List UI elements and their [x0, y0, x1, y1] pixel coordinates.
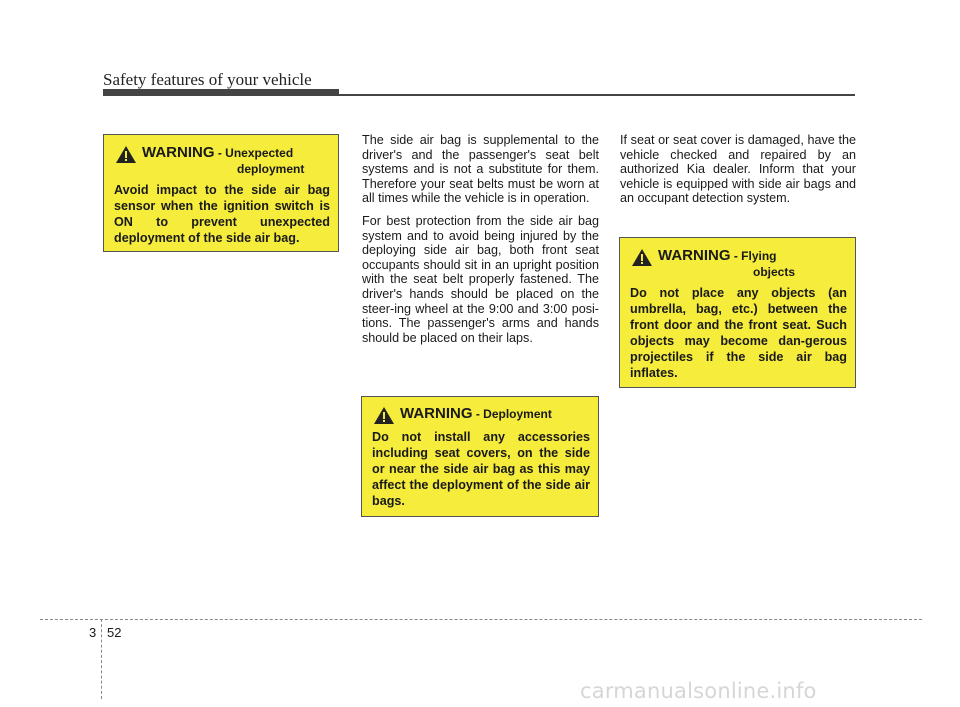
- warning-body: Avoid impact to the side air bag sensor when the ignition switch is ON to prevent unexpected deployment of the side air bag.: [114, 183, 330, 245]
- header-rule: [103, 94, 855, 96]
- warning-subtitle: - Flying: [730, 249, 777, 263]
- warning-box-deployment: [361, 396, 599, 517]
- warning-body: Do not place any objects (an umbrella, bag, etc.) between the front door and the front seat. Such objects may become dan-gerous projectiles if the side air bag inflates.: [630, 286, 847, 380]
- warning-triangle-icon: [632, 249, 652, 266]
- warning-header: [116, 145, 330, 177]
- footer-rule: [40, 619, 922, 620]
- footer-divider: [101, 619, 102, 699]
- paragraph: For best protection from the side air bag system and to avoid being injured by the deploying side air bag, both front seat occupants should sit in an upright position with the seat belt properly fastened. The driver's hands should be placed on the steer-ing wheel at the 9:00 and 3:00 posi-tions. The passenger's arms and hands should be placed on their laps.: [362, 213, 599, 345]
- warning-header: [632, 248, 847, 280]
- page-header-title: Safety features of your vehicle: [103, 70, 312, 89]
- paragraph: If seat or seat cover is damaged, have the vehicle checked and repaired by an authorized Kia dealer. Inform that your vehicle is equipped with side air bags and an occupant detection system.: [620, 133, 856, 206]
- warning-box-flying-objects: [619, 237, 856, 388]
- warning-subtitle: - Unexpected: [214, 146, 294, 160]
- page-number: 52: [107, 625, 122, 640]
- warning-label: WARNING: [400, 405, 473, 422]
- chapter-number: 3: [89, 625, 97, 640]
- warning-triangle-icon: [374, 407, 394, 424]
- warning-box-unexpected-deployment: [103, 134, 339, 252]
- watermark: carmanualsonline.info: [580, 679, 817, 703]
- warning-header: [374, 406, 590, 424]
- warning-label: WARNING: [658, 247, 731, 264]
- right-column-text: [620, 133, 856, 214]
- warning-label: WARNING: [142, 144, 215, 161]
- warning-body: Do not install any accessories including seat covers, on the side or near the side air bag as this may affect the deployment of the side air bags.: [372, 430, 590, 508]
- middle-column-text: [362, 133, 599, 353]
- paragraph: The side air bag is supplemental to the driver's and the passenger's seat belt systems and is not a substitute for them. Therefore your seat belts must be worn at all times while the vehicle is in operation.: [362, 133, 599, 206]
- warning-subtitle-line2: deployment: [237, 162, 305, 176]
- warning-subtitle-line2: objects: [753, 265, 796, 279]
- warning-triangle-icon: [116, 146, 136, 163]
- warning-subtitle: - Deployment: [472, 407, 552, 421]
